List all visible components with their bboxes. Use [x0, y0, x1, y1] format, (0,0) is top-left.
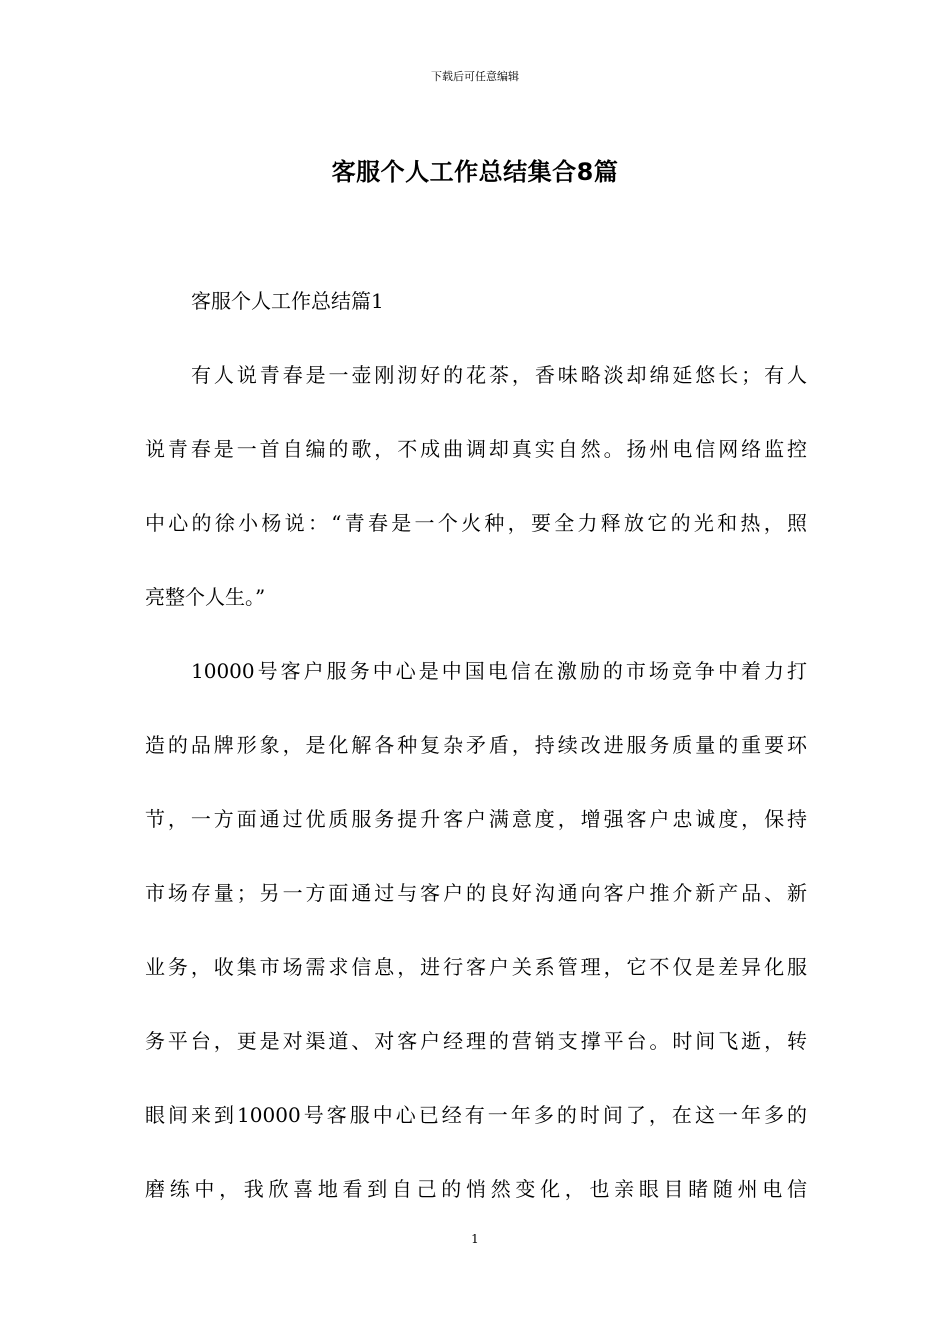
paragraph-line: 10000号客户服务中心是中国电信在激励的市场竞争中着力打 [191, 659, 807, 683]
paragraph-line: 务平台，更是对渠道、对客户经理的营销支撑平台。时间飞逝，转 [145, 1029, 807, 1053]
paragraph-line: 市场存量；另一方面通过与客户的良好沟通向客户推介新产品、新 [145, 881, 807, 905]
paragraph-line: 眼间来到10000号客服中心已经有一年多的时间了，在这一年多的 [145, 1103, 807, 1127]
paragraph-line: 亮整个人生。” [145, 585, 266, 609]
header-note: 下载后可任意编辑 [431, 70, 519, 83]
section-heading: 客服个人工作总结篇1 [191, 289, 384, 313]
paragraph-line: 有人说青春是一壶刚沏好的花茶，香味略淡却绵延悠长；有人 [191, 363, 807, 387]
paragraph-line: 中心的徐小杨说：“青春是一个火种，要全力释放它的光和热，照 [145, 511, 807, 535]
page-number: 1 [471, 1232, 479, 1246]
paragraph-line: 节，一方面通过优质服务提升客户满意度，增强客户忠诚度，保持 [145, 807, 807, 831]
paragraph-line: 说青春是一首自编的歌，不成曲调却真实自然。扬州电信网络监控 [145, 437, 807, 461]
paragraph-line: 造的品牌形象，是化解各种复杂矛盾，持续改进服务质量的重要环 [145, 733, 807, 757]
paragraph-line: 业务，收集市场需求信息，进行客户关系管理，它不仅是差异化服 [145, 955, 807, 979]
paragraph-line: 磨练中，我欣喜地看到自己的悄然变化，也亲眼目睹随州电信 [145, 1177, 807, 1201]
document-title: 客服个人工作总结集合8篇 [331, 158, 619, 186]
